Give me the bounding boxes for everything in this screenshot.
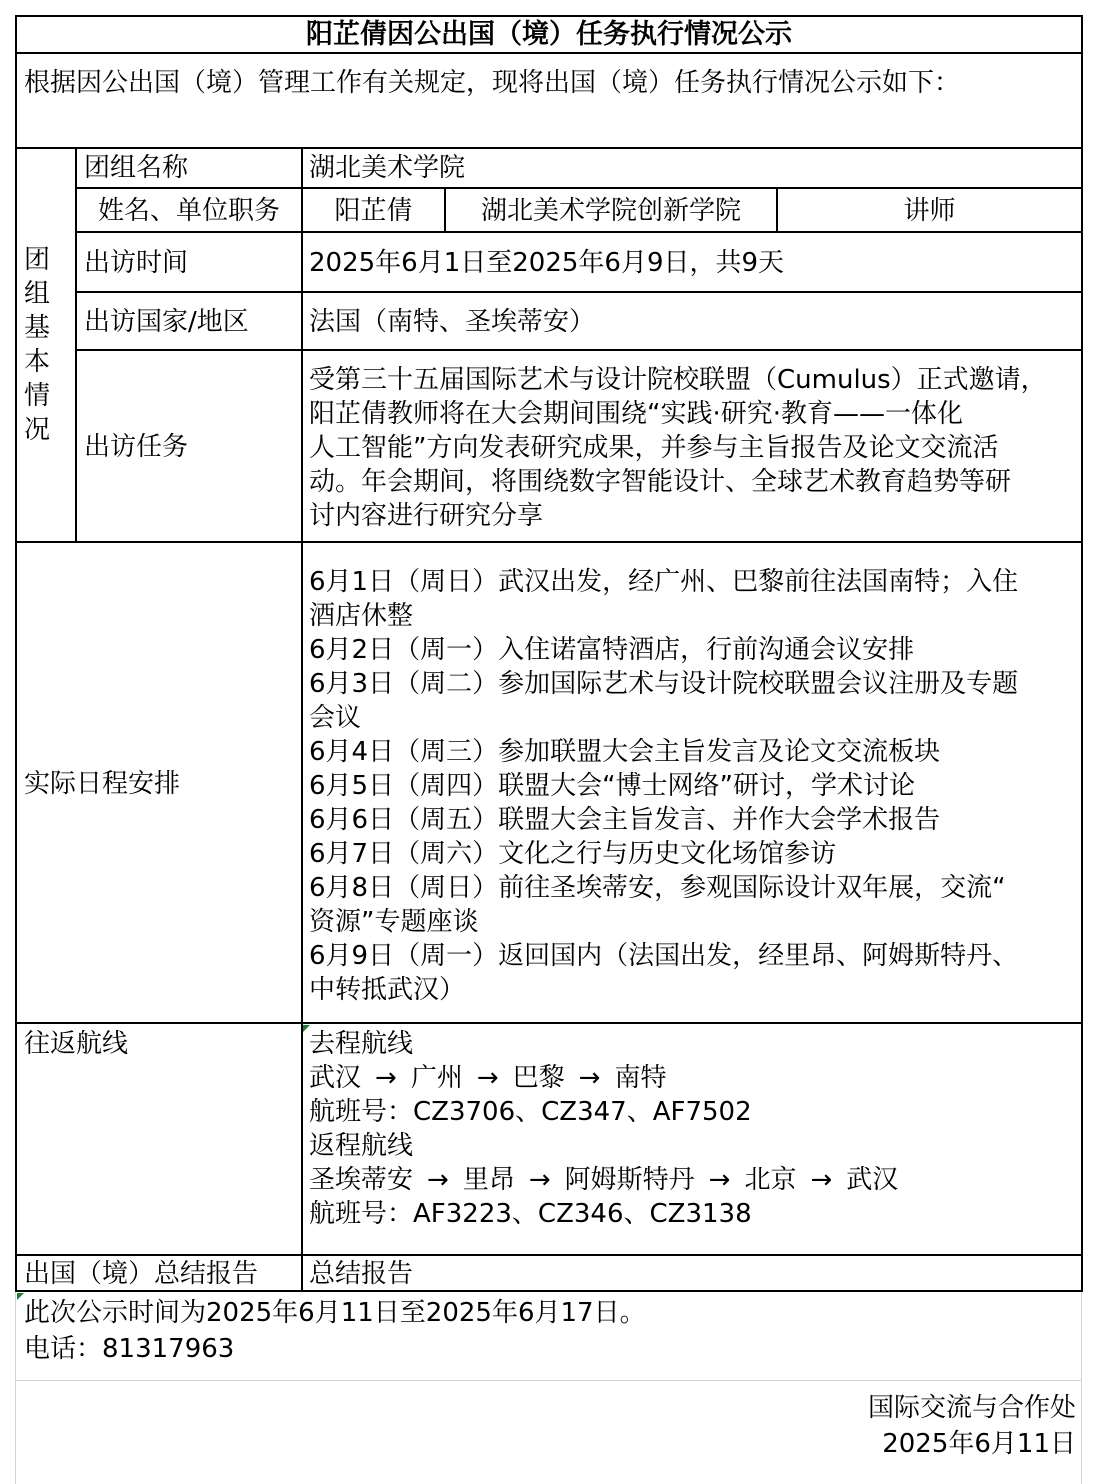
route-stop: 武汉 [309, 1063, 362, 1093]
task-label: 出访任务 [84, 432, 189, 462]
arrow-icon: → [476, 1063, 499, 1093]
arrow-icon: → [528, 1165, 551, 1195]
table-border [15, 147, 1083, 149]
return-route [309, 1163, 898, 1197]
arrow-icon: → [578, 1063, 601, 1093]
basic-info-label [17, 243, 57, 447]
country-value: 法国（南特、圣埃蒂安） [309, 307, 596, 337]
table-border [15, 1022, 1083, 1024]
schedule-line: 6月2日（周一）入住诺富特酒店，行前沟通会议安排 [309, 635, 915, 665]
notice-phone: 电话：81317963 [24, 1334, 235, 1364]
basic-info-char: 本 [23, 347, 50, 377]
task-description [309, 363, 1047, 533]
table-border [15, 52, 1083, 54]
signature-date: 2025年6月11日 [882, 1429, 1076, 1459]
outbound-route [309, 1061, 898, 1095]
route-stop: 圣埃蒂安 [309, 1165, 414, 1195]
cell-marker [17, 1293, 24, 1300]
return-flights: 航班号：AF3223、CZ346、CZ3138 [309, 1199, 752, 1229]
table-border [301, 147, 303, 1292]
table-border [75, 231, 1083, 233]
schedule-line: 资源”专题座谈 [309, 907, 479, 937]
schedule-line: 中转抵武汉） [309, 975, 466, 1005]
table-border [15, 15, 17, 1292]
outbound-flights: 航班号：CZ3706、CZ347、AF7502 [309, 1097, 752, 1127]
page-title: 阳芷倩因公出国（境）任务执行情况公示 [306, 19, 792, 50]
route-stop: 北京 [744, 1165, 797, 1195]
report-value: 总结报告 [309, 1259, 414, 1289]
route-stop: 阿姆斯特丹 [564, 1165, 695, 1195]
arrow-icon: → [708, 1165, 731, 1195]
schedule-line: 酒店休整 [309, 601, 414, 631]
route-stop: 南特 [614, 1063, 667, 1093]
arrow-icon: → [427, 1165, 449, 1195]
arrow-icon: → [375, 1063, 397, 1093]
basic-info-char: 组 [23, 279, 50, 309]
table-border [75, 349, 1083, 351]
table-border [75, 291, 1083, 293]
basic-info-char: 基 [23, 313, 50, 343]
basic-info-char: 况 [23, 415, 50, 445]
table-border [15, 1254, 1083, 1256]
intro-text: 根据因公出国（境）管理工作有关规定，现将出国（境）任务执行情况公示如下： [24, 68, 961, 98]
team-name-value: 湖北美术学院 [309, 153, 466, 183]
routes-detail [309, 1027, 898, 1231]
schedule-line: 6月9日（周一）返回国内（法国出发，经里昂、阿姆斯特丹、 [309, 941, 1019, 971]
country-label: 出访国家/地区 [84, 307, 249, 337]
team-name-label: 团组名称 [84, 153, 189, 183]
basic-info-char: 情 [23, 381, 50, 411]
table-border [1081, 15, 1083, 1292]
schedule-line: 6月5日（周四）联盟大会“博士网络”研讨，学术讨论 [309, 771, 916, 801]
basic-info-char: 团 [23, 245, 50, 275]
visit-time-value: 2025年6月1日至2025年6月9日，共9天 [309, 248, 785, 278]
task-line: 人工智能”方向发表研究成果，并参与主旨报告及论文交流活 [309, 433, 999, 463]
schedule-label: 实际日程安排 [24, 769, 181, 799]
outbound-label: 去程航线 [309, 1029, 414, 1059]
schedule-line: 6月1日（周日）武汉出发，经广州、巴黎前往法国南特；入住 [309, 567, 1019, 597]
schedule-list [309, 565, 1018, 1007]
gridline [15, 1380, 1082, 1381]
schedule-line: 6月3日（周二）参加国际艺术与设计院校联盟会议注册及专题 [309, 669, 1019, 699]
schedule-line: 会议 [309, 703, 362, 733]
table-border [15, 15, 1083, 17]
schedule-line: 6月8日（周日）前往圣埃蒂安，参观国际设计双年展，交流“ [309, 873, 1006, 903]
task-line: 阳芷倩教师将在大会期间围绕“实践·研究·教育——一体化 [309, 399, 963, 429]
notice-period: 此次公示时间为2025年6月11日至2025年6月17日。 [24, 1298, 646, 1328]
person-label: 姓名、单位职务 [97, 196, 280, 226]
return-label: 返程航线 [309, 1131, 414, 1161]
route-stop: 里昂 [462, 1165, 515, 1195]
task-line: 受第三十五届国际艺术与设计院校联盟（Cumulus）正式邀请， [309, 365, 1047, 395]
routes-label: 往返航线 [24, 1029, 129, 1059]
route-stop: 巴黎 [512, 1063, 565, 1093]
gridline [1081, 1290, 1082, 1484]
signature-org: 国际交流与合作处 [867, 1393, 1076, 1423]
person-name: 阳芷倩 [334, 196, 413, 226]
visit-time-label: 出访时间 [84, 248, 189, 278]
task-line: 动。年会期间，将围绕数字智能设计、全球艺术教育趋势等研 [309, 467, 1012, 497]
person-title: 讲师 [903, 196, 956, 226]
schedule-line: 6月6日（周五）联盟大会主旨发言、并作大会学术报告 [309, 805, 941, 835]
arrow-icon: → [810, 1165, 833, 1195]
report-label: 出国（境）总结报告 [24, 1259, 259, 1289]
person-unit: 湖北美术学院创新学院 [480, 196, 741, 226]
schedule-line: 6月7日（周六）文化之行与历史文化场馆参访 [309, 839, 837, 869]
route-stop: 武汉 [846, 1165, 899, 1195]
gridline [15, 1290, 16, 1484]
schedule-line: 6月4日（周三）参加联盟大会主旨发言及论文交流板块 [309, 737, 941, 767]
table-border [15, 541, 1083, 543]
route-stop: 广州 [410, 1063, 463, 1093]
table-border [75, 187, 1083, 189]
task-line: 讨内容进行研究分享 [309, 501, 544, 531]
